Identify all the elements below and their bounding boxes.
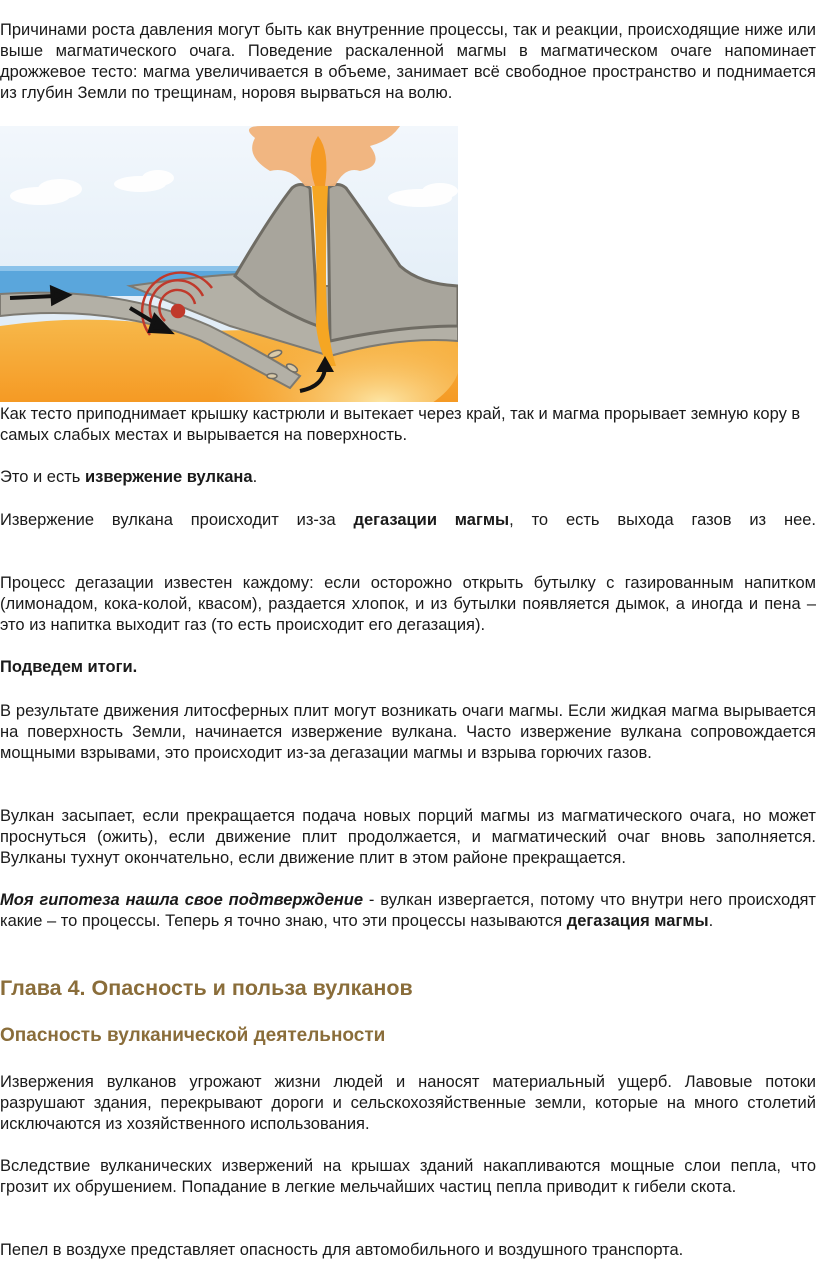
degassing-sentence — [0, 510, 816, 531]
dough-paragraph: Как тесто приподнимает крышку кастрюли и вытекает через край, так и магма прорывает земную кору в самых слабых местах и вырывается на поверхность. — [0, 405, 801, 444]
hypothesis-text: - вулкан извергается, потому что внутри него происходят какие – то процессы. Теперь я точно знаю, что эти процессы называются — [0, 891, 816, 930]
eruption-term: извержение вулкана — [84, 468, 253, 486]
hypothesis-paragraph — [0, 890, 816, 932]
process-paragraph: Процесс дегазации известен каждому: если осторожно открыть бутылку с газированным напитком (лимонадом, кока-колой, квасом), раздается хлопок, и из бутылки появляется дымок, а иногда и пена – это из напитка выходит газ (то есть происходит его дегазация). — [0, 574, 816, 634]
danger-paragraph-1: Извержения вулканов угрожают жизни людей и наносят материальный ущерб. Лавовые потоки разрушают здания, перекрывают дороги и сельскохозяйственные земли, которые на много столетий исключаются из хозяйственного использования. — [0, 1073, 816, 1133]
summary-paragraph-2: Вулкан засыпает, если прекращается подача новых порций магмы из магматического очага, но может проснуться (ожить), если движение плит продолжается, и магматический очаг вновь заполняется. Вулканы тухнут окончательно, если движение плит в этом районе прекращается. — [0, 807, 816, 867]
chapter-title: Глава 4. Опасность и польза вулканов — [0, 976, 413, 1000]
eruption-suffix: . — [252, 468, 258, 486]
summary-heading-text: Подведем итоги. — [0, 658, 138, 676]
degassing-term: дегазации магмы — [353, 511, 510, 529]
section-title: Опасность вулканической деятельности — [0, 1025, 386, 1046]
hypothesis-lead: Моя гипотеза нашла свое подтверждение — [0, 891, 364, 909]
hypothesis-suffix: . — [708, 912, 714, 930]
eruption-prefix: Это и есть — [0, 468, 85, 486]
volcano-eruption-diagram-icon — [0, 126, 458, 402]
degassing-suffix: , то есть выхода газов из нее. — [509, 511, 816, 529]
hypothesis-term: дегазация магмы — [566, 912, 709, 930]
summary-heading — [0, 657, 816, 678]
degassing-prefix: Извержение вулкана происходит из-за — [0, 511, 354, 529]
intro-paragraph: Причинами роста давления могут быть как внутренние процессы, так и реакции, происходящие ниже или выше магматического очага. Поведение раскаленной магмы в магматическом очаге напоминает дрожжевое тесто: магма увеличивается в объеме, занимает всё свободное пространство и поднимается из глубин Земли по трещинам, норовя вырваться на волю. — [0, 21, 816, 102]
eruption-sentence — [0, 467, 816, 488]
summary-paragraph-1: В результате движения литосферных плит могут возникать очаги магмы. Если жидкая магма вырывается на поверхность Земли, начинается извержение вулкана. Часто извержение вулкана сопровождается мощными взрывами, это происходит из-за дегазации магмы и взрыва горючих газов. — [0, 702, 816, 762]
danger-paragraph-2: Вследствие вулканических извержений на крышах зданий накапливаются мощные слои пепла, что грозит их обрушением. Попадание в легкие мельчайших частиц пепла приводит к гибели скота. — [0, 1157, 816, 1196]
danger-paragraph-3: Пепел в воздухе представляет опасность для автомобильного и воздушного транспорта. — [0, 1241, 684, 1259]
